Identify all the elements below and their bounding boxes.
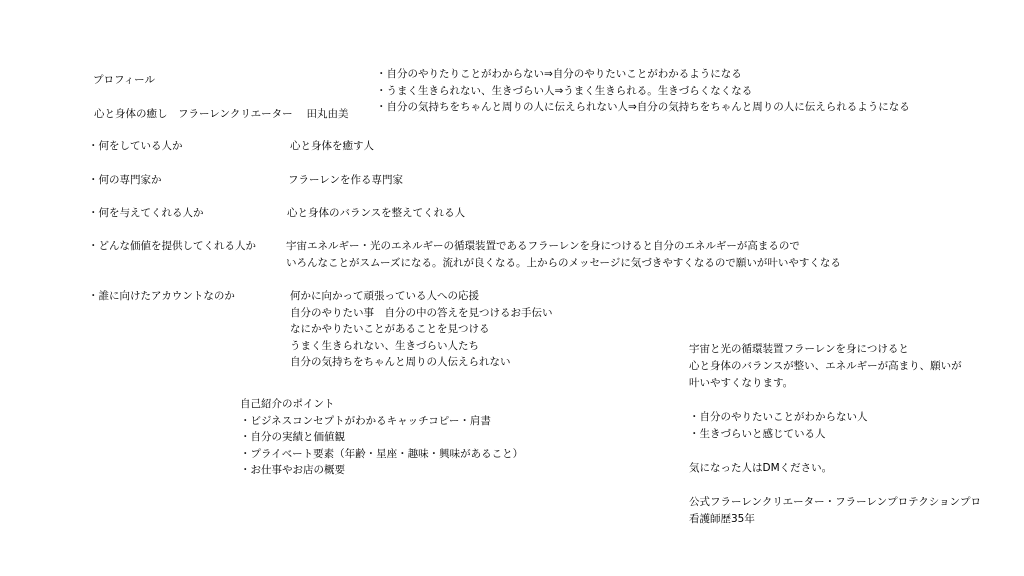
bio-line: 宇宙と光の循環装置フラーレンを身につけると bbox=[689, 343, 909, 355]
answer-value-line: 宇宙エネルギー・光のエネルギーの循環装置であるフラーレンを身につけると自分のエネルギーが高まるので bbox=[286, 240, 800, 252]
question-audience: ・誰に向けたアカウントなのか bbox=[88, 290, 235, 302]
audience-item: 何かに向かって頑張っている人への応援 bbox=[290, 290, 479, 302]
points-heading: 自己紹介のポイント bbox=[240, 398, 335, 410]
point-item: ・自分の実績と価値観 bbox=[240, 431, 345, 444]
answer-what-do: 心と身体を癒す人 bbox=[290, 140, 374, 152]
answer-give: 心と身体のバランスを整えてくれる人 bbox=[287, 207, 466, 219]
transformation-item: ・自分の気持ちをちゃんと周りの人に伝えられない人⇒自分の気持ちをちゃんと周りの人に伝えられるようになる bbox=[376, 101, 910, 114]
transformations-list bbox=[376, 66, 910, 116]
question-expert: ・何の専門家か bbox=[88, 174, 162, 186]
question-value: ・どんな価値を提供してくれる人か bbox=[88, 240, 256, 252]
point-item: ・ビジネスコンセプトがわかるキャッチコピー・肩書 bbox=[240, 414, 491, 427]
bio-credential: 看護師歴35年 bbox=[689, 513, 755, 525]
transformation-item: ・自分のやりたりことがわからない⇒自分のやりたいことがわかるようになる bbox=[376, 68, 742, 80]
answer-expert: フラーレンを作る専門家 bbox=[288, 174, 404, 186]
bio-line: 叶いやすくなります。 bbox=[689, 377, 794, 389]
question-what-do: ・何をしている人か bbox=[88, 140, 183, 152]
bio-line: 心と身体のバランスが整い、エネルギーが高まり、願いが bbox=[689, 360, 962, 372]
bio-target-item: ・生きづらいと感じている人 bbox=[689, 428, 826, 440]
profile-title: 心と身体の癒し フラーレンクリエーター 田丸由美 bbox=[94, 108, 349, 120]
audience-item: 自分のやりたい事 自分の中の答えを見つけるお手伝い bbox=[290, 306, 553, 319]
transformation-item: ・うまく生きられない、生きづらい人⇒うまく生きられる。生きづらくなくなる bbox=[376, 84, 753, 97]
audience-item: なにかやりたいことがあることを見つける bbox=[290, 323, 490, 336]
bio-dm-line: 気になった人はDMください。 bbox=[689, 462, 833, 474]
answer-audience-list bbox=[290, 288, 553, 371]
answer-value bbox=[286, 238, 841, 272]
profile-heading: プロフィール bbox=[93, 74, 155, 86]
point-item: ・プライベート要素（年齢・星座・趣味・興味があること） bbox=[240, 447, 524, 460]
points-block bbox=[240, 396, 523, 479]
question-give: ・何を与えてくれる人か bbox=[88, 207, 204, 219]
answer-value-line: いろんなことがスムーズになる。流れが良くなる。上からのメッセージに気づきやすくなるので願いが叶いやすくなる bbox=[286, 257, 841, 269]
bio-block bbox=[689, 341, 981, 528]
audience-item: 自分の気持ちをちゃんと周りの人伝えられない bbox=[290, 356, 511, 369]
bio-credential: 公式フラーレンクリエーター・フラーレンプロテクションプロ bbox=[689, 496, 982, 508]
point-item: ・お仕事やお店の概要 bbox=[240, 464, 345, 477]
audience-item: うまく生きられない、生きづらい人たち bbox=[290, 339, 479, 352]
bio-target-item: ・自分のやりたいことがわからない人 bbox=[689, 411, 868, 423]
